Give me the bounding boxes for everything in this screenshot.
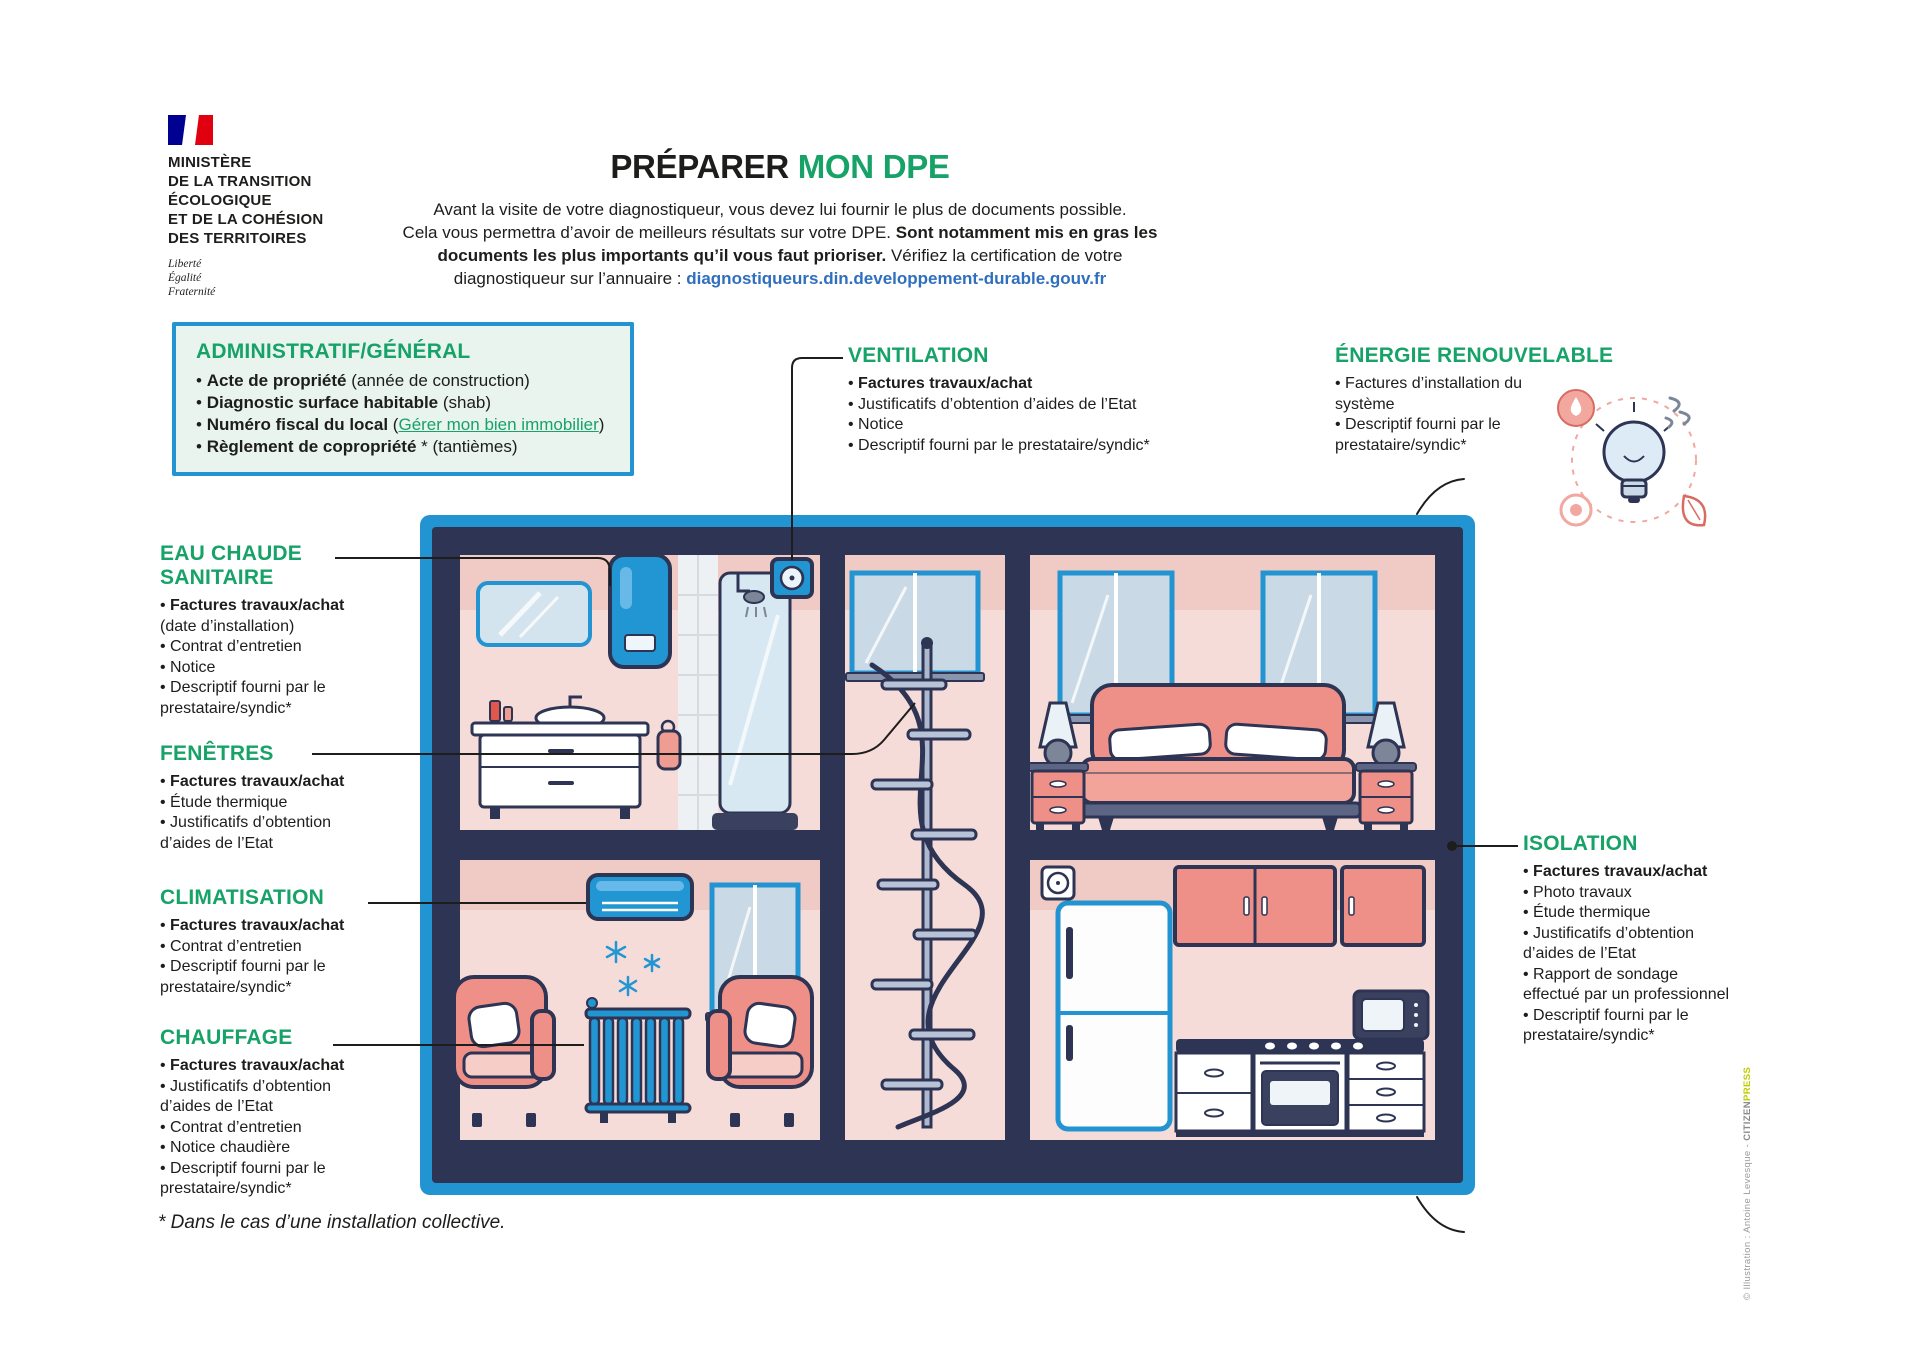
bathroom-mirror [478,583,590,645]
list-item: • Descriptif fourni par le prestataire/syndic* [160,1159,375,1200]
floor-corner-tick [1417,1197,1464,1232]
list-item: • Justificatifs d’obtention d’aides de l’Etat [160,813,375,854]
footnote: * Dans le cas d’une installation collective. [158,1212,506,1233]
list-item: • Factures travaux/achat (date d’installation) [160,596,375,637]
section-isolation [1523,832,1731,1047]
tile-wall [678,555,718,830]
eau-chaude-list [160,596,375,719]
air-conditioner [588,875,692,919]
section-ventilation [848,344,1218,456]
pillow [1109,724,1211,761]
water-drop-icon [1558,390,1594,426]
list-item: • Justificatifs d’obtention d’aides de l’Etat [160,1077,375,1118]
intro-normal3: Vérifiez la certification de votre diagnostiqueur sur l’annuaire : [453,246,1123,288]
bottle [490,701,500,721]
page-title [400,148,1160,186]
kitchen-counter [1176,1039,1424,1137]
list-item: • Factures d’installation du système [1335,374,1540,415]
list-item: • Descriptif fourni par le prestataire/syndic* [160,678,375,719]
chauffage-list [160,1056,375,1200]
ministry-logo [168,115,323,299]
title-part-black: PRÉPARER [610,148,798,185]
cushion [467,1002,520,1048]
sun-icon [1561,495,1591,525]
list-item: • Descriptif fourni par le prestataire/syndic* [848,436,1218,457]
list-item: • Diagnostic surface habitable (shab) [196,392,610,414]
bed-base [1076,803,1360,817]
section-fenetres [160,742,375,854]
section-chauffage [160,1026,375,1200]
list-item: • Justificatifs d’obtention d’aides de l’Etat [1523,924,1731,965]
administratif-list [196,370,610,458]
fridge [1058,903,1170,1129]
pillow [1225,724,1327,761]
lightbulb-icon [1596,402,1672,503]
oven [1254,1053,1346,1131]
cushion [743,1002,796,1048]
partition-wall-left [820,555,845,1140]
intro-line1: Avant la visite de votre diagnostiqueur, vous devez lui fournir le plus de documents possible. [433,200,1127,219]
isolation-list [1523,862,1731,1047]
shower-head [744,591,764,603]
list-item: • Contrat d’entretien [160,937,375,958]
bed [1076,685,1360,830]
floor-slab-right [1030,830,1435,860]
eau-chaude-title: EAU CHAUDE SANITAIRE [160,542,303,589]
intro-normal2: Cela vous permettra d’avoir de meilleurs résultats sur votre DPE. [402,223,896,242]
list-item: • Contrat d’entretien [160,1118,375,1139]
blanket [1082,759,1354,803]
energie-list [1335,374,1540,456]
list-item: • Descriptif fourni par le prestataire/syndic* [160,957,375,998]
partition-wall-right [1005,555,1030,1140]
list-item: • Étude thermique [160,793,375,814]
administratif-title: ADMINISTRATIF/GÉNÉRAL [196,340,471,363]
roof-corner-tick [1417,479,1464,514]
list-item: • Photo travaux [1523,883,1731,904]
list-item: • Factures travaux/achat [1523,862,1731,883]
list-item: • Descriptif fourni par le prestataire/syndic* [1523,1006,1731,1047]
annuaire-link[interactable]: diagnostiqueurs.din.developpement-durable.gouv.fr [686,269,1107,288]
shower [712,573,798,830]
ventilation-unit [772,559,812,597]
renewable-energy-icon [1552,376,1717,541]
ventilation-list [848,374,1218,456]
ministry-name: MINISTÈRE DE LA TRANSITION ÉCOLOGIQUE ET DE LA COHÉSION DES TERRITOIRES [168,154,324,247]
section-eau-chaude [160,542,375,719]
republic-motto: Liberté Égalité Fraternité [168,258,216,298]
chauffage-title: CHAUFFAGE [160,1026,293,1049]
house-illustration [420,515,1475,1195]
floor-slab-left [460,830,820,860]
list-item: • Rapport de sondage effectué par un professionnel [1523,965,1731,1006]
list-item: • Factures travaux/achat [160,1056,375,1077]
fenetres-list [160,772,375,854]
energie-title: ÉNERGIE RENOUVELABLE [1335,344,1614,367]
list-item: • Justificatifs d’obtention d’aides de l’Etat [848,395,1218,416]
climatisation-title: CLIMATISATION [160,886,324,909]
list-item: • Factures travaux/achat [160,916,375,937]
section-climatisation [160,886,375,998]
stair-window [846,573,984,681]
list-item: • Numéro fiscal du local (Gérer mon bien immobilier) [196,414,610,436]
list-item: • Notice chaudière [160,1138,375,1159]
shower-tray [712,813,798,830]
water-heater [610,555,670,667]
gerer-mon-bien-link[interactable]: Gérer mon bien immobilier [398,415,599,434]
wind-icon [1666,398,1689,427]
list-item: • Factures travaux/achat [848,374,1218,395]
list-item: • Contrat d’entretien [160,637,375,658]
credit-line: © Illustration : Antoine Levesque - CITIZENPRESS [1742,1066,1753,1300]
title-part-green: MON DPE [797,148,950,185]
isolation-title: ISOLATION [1523,832,1638,855]
microwave [1354,991,1428,1039]
section-administratif [172,322,634,476]
fenetres-title: FENÊTRES [160,742,274,765]
list-item: • Notice [160,658,375,679]
intro-bold: Sont notamment mis en gras les documents les plus importants qu’il vous faut prioriser. [437,223,1158,265]
leaf-icon [1683,496,1705,525]
wall-cabinets [1175,867,1424,945]
list-item: • Notice [848,415,1218,436]
list-item: • Règlement de copropriété * (tantièmes) [196,436,610,458]
ventilation-title: VENTILATION [848,344,989,367]
intro-paragraph [385,198,1175,290]
climatisation-list [160,916,375,998]
list-item: • Acte de propriété (année de construction) [196,370,610,392]
french-flag-icon [168,115,222,145]
kitchen-vent-icon [1042,867,1074,899]
list-item: • Descriptif fourni par le prestataire/syndic* [1335,415,1540,456]
list-item: • Étude thermique [1523,903,1731,924]
bottle [504,707,512,721]
list-item: • Factures travaux/achat [160,772,375,793]
